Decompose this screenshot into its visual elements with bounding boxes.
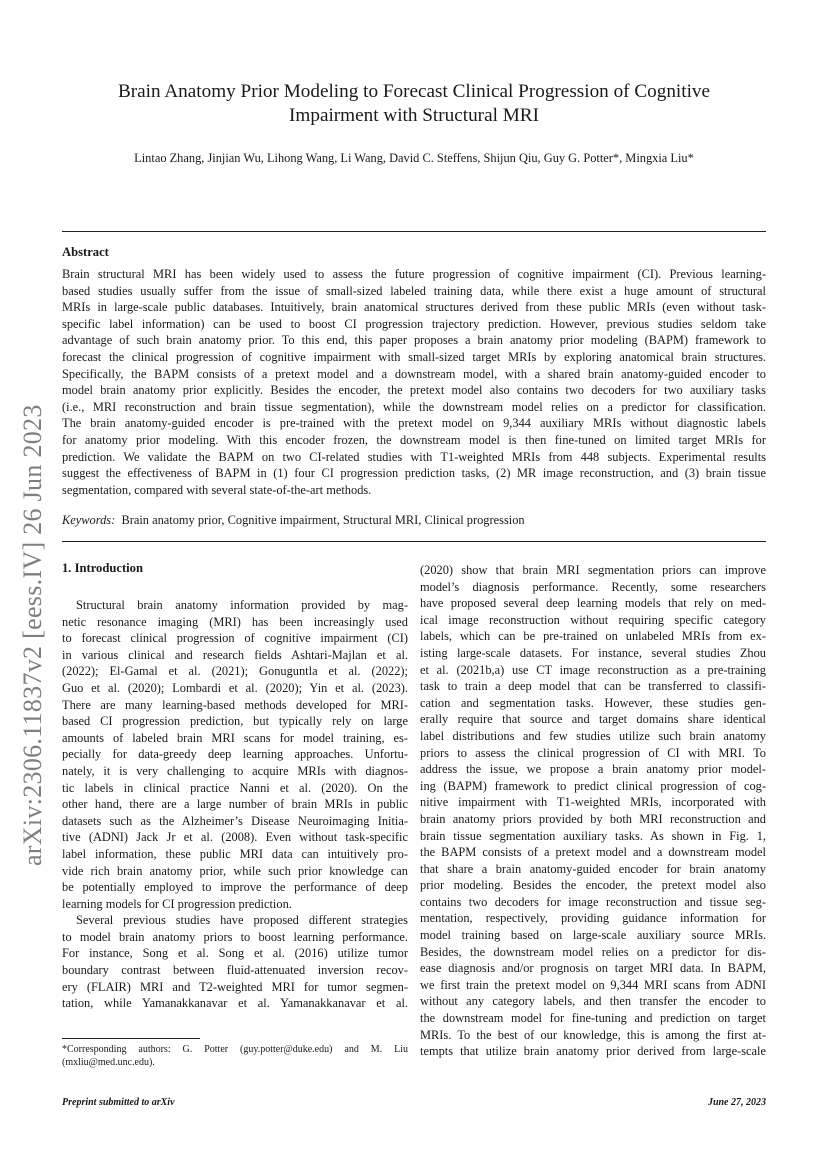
abstract-line: prediction. We validate the BAPM on two CI-related studies with T1-weighted MRIs from 448 subjects. Experimental results: [62, 449, 766, 464]
abstract-line: suggest the effectiveness of BAPM in (1) four CI progression prediction tasks, (2) MR image reconstruction, and (3) brain tissue: [62, 466, 766, 481]
body-line: pecially for data-greedy deep learning approaches. Unfortu-: [62, 747, 408, 762]
body-line: boundary contrast between fluid-attenuated inversion recov-: [62, 963, 408, 978]
abstract-line: advantage of such brain anatomy prior. To this end, this paper proposes a brain anatomy prior modeling (BAPM) framework to: [62, 333, 766, 348]
body-line: prior modeling. Besides the encoder, the pretext model also: [420, 878, 766, 893]
abstract-bottom-rule: [62, 541, 766, 542]
footnote-line: (mxliu@med.unc.edu).: [62, 1057, 155, 1068]
abstract-line: Brain structural MRI has been widely used to assess the future progression of cognitive impairment (CI). Previous learning-: [62, 267, 766, 281]
body-line: amounts of labeled brain MRI scans for model training, es-: [62, 730, 408, 745]
body-line[interactable]: tic labels in clinical practice Nanni et al. (2020). On the: [62, 780, 408, 795]
paper-title: [62, 80, 766, 128]
body-line: to forecast clinical progression of cognitive impairment (CI): [62, 631, 408, 646]
body-line[interactable]: tation, while Yamanakkanavar et al. Yamanakkanavar et al.: [62, 996, 408, 1011]
abstract-line: based studies usually suffer from the issue of small-sized labeled training data, while there exist a huge amount of structural: [62, 283, 766, 298]
abstract-line: MRIs in large-scale public databases. Intuitively, brain anatomical structures derived from these public MRIs (even without task-: [62, 300, 766, 315]
body-line: to model brain anatomy priors to boost learning performance.: [62, 929, 408, 944]
body-line: ease diagnosis and/or prognosis on target MRI data. In BAPM,: [420, 961, 766, 976]
body-line: address the issue, we propose a brain anatomy prior model-: [420, 762, 766, 777]
body-line: model training based on large-scale auxiliary source MRIs.: [420, 928, 766, 943]
body-line: nately, it is very challenging to acquire MRIs with diagnos-: [62, 763, 408, 778]
body-line: have proposed several deep learning models that rely on med-: [420, 596, 766, 611]
body-line[interactable]: in various clinical and research fields Ashtari-Majlan et al.: [62, 647, 408, 662]
body-line: priors to assess the clinical progression of CI with MRI. To: [420, 745, 766, 760]
body-line: ical image reconstruction without requiring specific category: [420, 612, 766, 627]
abstract-line: forecast the clinical progression of cognitive impairment with small-sized target MRIs by exploring anatomical brain structures.: [62, 349, 766, 364]
title-line-1: Brain Anatomy Prior Modeling to Forecast Clinical Progression of Cognitive: [117, 81, 711, 102]
author-list: Lintao Zhang, Jinjian Wu, Lihong Wang, Li Wang, David C. Steffens, Shijun Qiu, Guy G. Potter*, Mingxia Liu*: [134, 151, 694, 165]
title-line-2: Impairment with Structural MRI: [289, 105, 539, 126]
abstract-line: for anatomy prior modeling. With this encoder frozen, the downstream model is then fine-tuned on limited target MRIs for: [62, 432, 766, 447]
body-line[interactable]: isting large-scale datasets. For instance, several studies Zhou: [420, 645, 766, 660]
body-line: the downstream model for fine-tuning and prediction on target: [420, 1011, 766, 1026]
abstract-body: [62, 266, 766, 498]
body-line: There are many learning-based methods developed for MRI-: [62, 697, 408, 712]
body-line: brain anatomy priors provided by both MRI reconstruction and: [420, 811, 766, 826]
body-line[interactable]: (2020) show that brain MRI segmentation priors can improve: [420, 563, 766, 577]
body-line: labels, which can be pre-trained on unlabeled MRIs from ex-: [420, 629, 766, 644]
body-line: ery (FLAIR) MRI and T2-weighted MRI for tumor segmen-: [62, 979, 408, 994]
body-line[interactable]: For instance, Song et al. Song et al. (2016) utilize tumor: [62, 946, 408, 961]
footnote-rule: [62, 1038, 200, 1039]
body-line: the BAPM consists of a pretext model and a downstream model: [420, 845, 766, 860]
body-line: contains two decoders for image reconstruction and tissue seg-: [420, 894, 766, 909]
body-line[interactable]: Guo et al. (2020); Lombardi et al. (2020); Yin et al. (2023).: [62, 680, 408, 695]
body-line: Besides, the downstream model relies on a predictor for dis-: [420, 944, 766, 959]
keywords-text: Brain anatomy prior, Cognitive impairment, Structural MRI, Clinical progression: [121, 513, 525, 527]
body-line: Several previous studies have proposed different strategies: [76, 913, 408, 928]
keywords-label: Keywords:: [62, 513, 116, 527]
body-line: nitive impairment with T1-weighted MRIs, incorporated with: [420, 795, 766, 810]
body-line: label distributions and few studies utilize such brain anatomy: [420, 728, 766, 743]
abstract-line: (i.e., MRI reconstruction and brain tissue segmentation), while the downstream model relies on a predictor for classification.: [62, 399, 766, 414]
body-line: erally require that source and target domains share identical: [420, 712, 766, 727]
body-line: without any category labels, and then transfer the encoder to: [420, 994, 766, 1009]
abstract-heading: Abstract: [62, 245, 109, 259]
body-line: Structural brain anatomy information provided by mag-: [76, 598, 408, 612]
body-line: learning models for CI progression prediction.: [62, 896, 292, 911]
footer-date: June 27, 2023: [707, 1097, 766, 1108]
body-line: be potentially employed to improve the performance of deep: [62, 880, 408, 895]
abstract-top-rule: [62, 231, 766, 232]
body-line: other hand, there are a large number of brain MRIs in public: [62, 797, 408, 812]
abstract-line: The brain anatomy-guided encoder is pre-trained with the pretext model on 9,344 auxiliary MRIs without diagnostic labels: [62, 416, 766, 431]
abstract-line: model brain anatomy prior explicitly. Besides the encoder, the pretext model also contains two decoders for two auxiliary tasks: [62, 383, 766, 398]
body-line: model’s diagnosis performance. Recently, some researchers: [420, 579, 766, 594]
section-heading-introduction: 1. Introduction: [62, 561, 143, 575]
body-line[interactable]: brain tissue segmentation auxiliary tasks. As shown in Fig. 1,: [420, 828, 766, 843]
body-line: that share a brain anatomy-guided encoder for brain anatomy: [420, 861, 766, 876]
abstract-line: segmentation, compared with several state-of-the-art methods.: [62, 482, 372, 497]
body-line: tempts that utilize brain anatomy prior derived from large-scale: [420, 1044, 766, 1059]
body-line: datasets such as the Alzheimer’s Disease Neuroimaging Initia-: [62, 813, 408, 828]
footnote: [62, 1043, 408, 1069]
body-line[interactable]: tive (ADNI) Jack Jr et al. (2008). Even without task-specific: [62, 830, 408, 845]
abstract-line: specific label information) can be used to boost CI progression trajectory prediction. However, previous studies seldom take: [62, 316, 766, 331]
body-line: based CI progression prediction, but typically rely on large: [62, 714, 408, 729]
left-column: [62, 597, 408, 1012]
body-line: mentation, respectively, providing guidance information for: [420, 911, 766, 926]
body-line[interactable]: et al. (2021b,a) use CT image reconstruction as a pre-training: [420, 662, 766, 677]
body-line: MRIs. To the best of our knowledge, this is among the first at-: [420, 1027, 766, 1042]
abstract-line: Specifically, the BAPM consists of a pretext model and a downstream model, with a shared brain anatomy-guided encoder to: [62, 366, 766, 381]
body-line: ing (BAPM) framework to predict clinical progression of cog-: [420, 778, 766, 793]
body-line: vide rich brain anatomy prior, while such prior knowledge can: [62, 863, 408, 878]
body-line: label information, these public MRI data can intuitively pro-: [62, 846, 408, 861]
body-line[interactable]: (2022); El-Gamal et al. (2021); Gonuguntla et al. (2022);: [62, 664, 408, 679]
body-line: cation and segmentation tasks. However, these studies gen-: [420, 695, 766, 710]
footnote-line: *Corresponding authors: G. Potter (guy.potter@duke.edu) and M. Liu: [62, 1044, 408, 1055]
keywords: [62, 513, 525, 528]
arxiv-identifier: arXiv:2306.11837v2 [eess.IV] 26 Jun 2023: [18, 404, 47, 866]
body-line: task to train a deep model that can be transferred to classifi-: [420, 679, 766, 694]
body-line: we first train the pretext model on 9,344 MRI scans from ADNI: [420, 977, 766, 992]
body-line: netic resonance imaging (MRI) has been increasingly used: [62, 614, 408, 629]
footer-preprint-note: Preprint submitted to arXiv: [62, 1097, 175, 1108]
right-column: [420, 562, 766, 1060]
